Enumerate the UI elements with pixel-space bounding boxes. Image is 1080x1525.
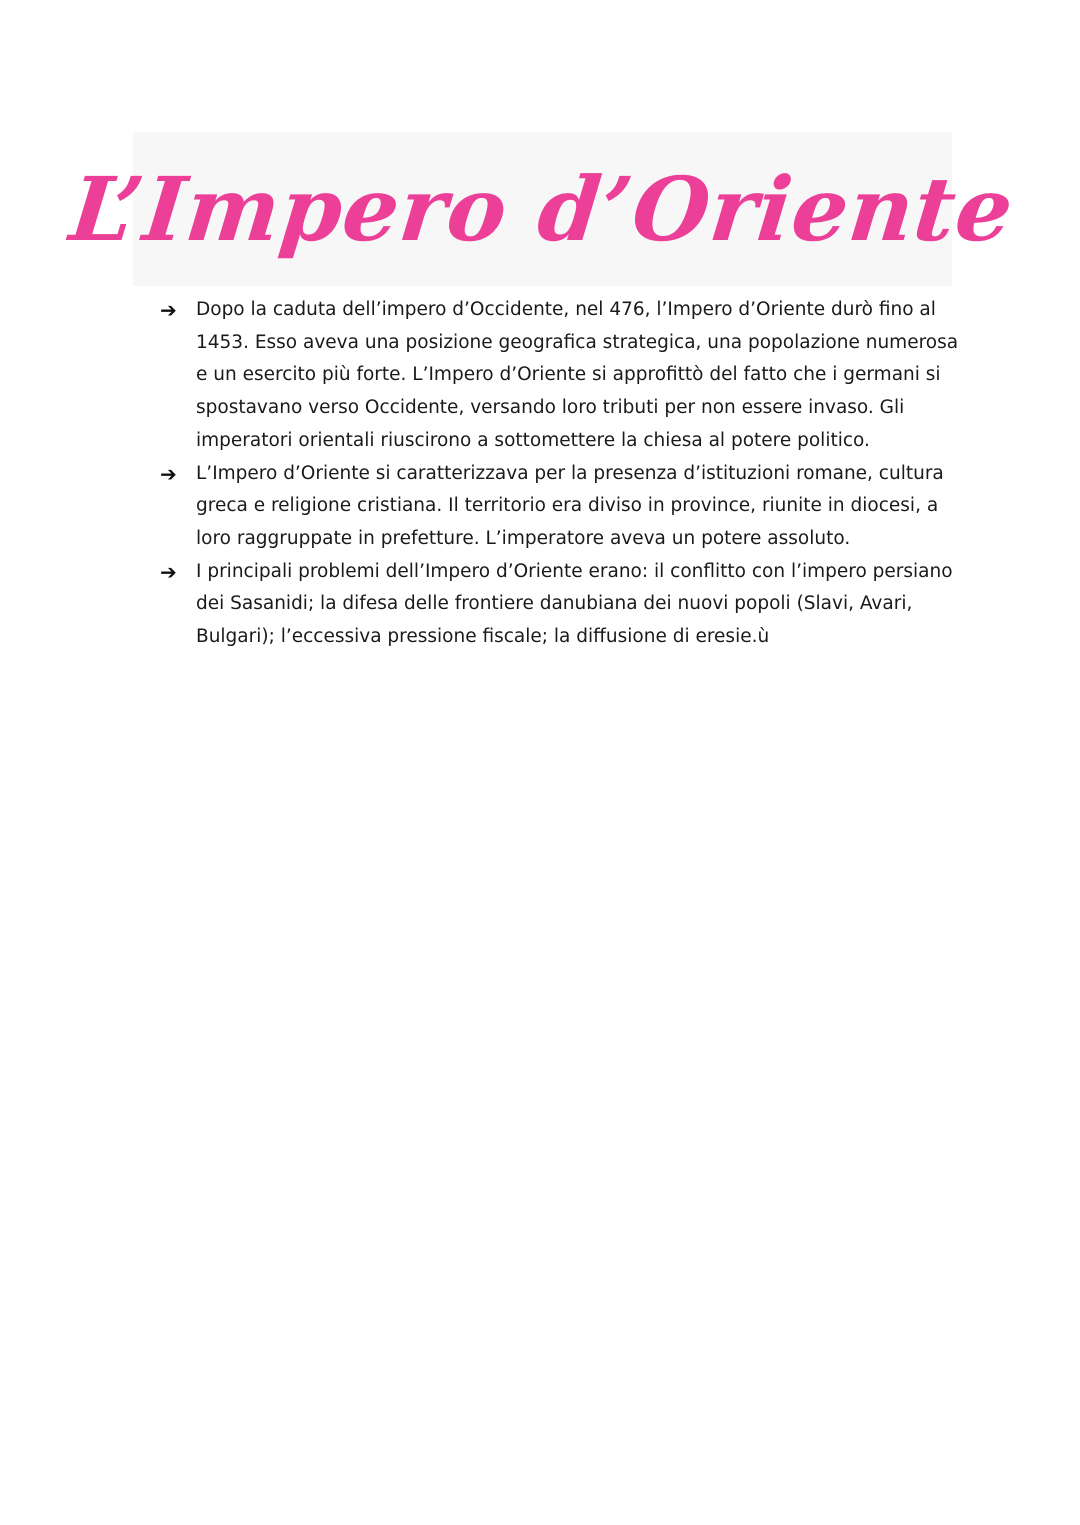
page-title: L’Impero d’Oriente [65, 157, 1020, 261]
content-body [160, 294, 960, 654]
bullet-item [160, 294, 960, 458]
bullet-item [160, 556, 960, 654]
arrow-right-icon: ➔ [160, 559, 177, 584]
title-banner [65, 132, 1020, 286]
bullet-item [160, 458, 960, 556]
arrow-right-icon: ➔ [160, 461, 177, 486]
arrow-right-icon: ➔ [160, 298, 177, 322]
bullet-text: L’Impero d’Oriente si caratterizzava per la presenza d’istituzioni romane, cultura greca e religione cristiana. Il territorio era diviso in province, riunite in diocesi, a loro raggruppate in prefetture. L’imperatore aveva un potere assoluto. [196, 462, 944, 549]
bullet-text: Dopo la caduta dell’impero d’Occidente, nel 476, l’Impero d’Oriente durò fino al 1453. Esso aveva una posizione geografica strategica, una popolazione numerosa e un esercito più forte. L’Impero d’Oriente si approfittò del fatto che i germani si spostavano verso Occidente, versando loro tributi per non essere invaso. Gli imperatori orientali riuscirono a sottomettere la chiesa al potere politico. [196, 299, 959, 451]
bullet-text: I principali problemi dell’Impero d’Oriente erano: il conflitto con l’impero persiano dei Sasanidi; la difesa delle frontiere danubiana dei nuovi popoli (Slavi, Avari, Bulgari); l’eccessiva pressione fiscale; la diffusione di eresie.ù [196, 560, 953, 648]
bullet-list [160, 294, 960, 654]
